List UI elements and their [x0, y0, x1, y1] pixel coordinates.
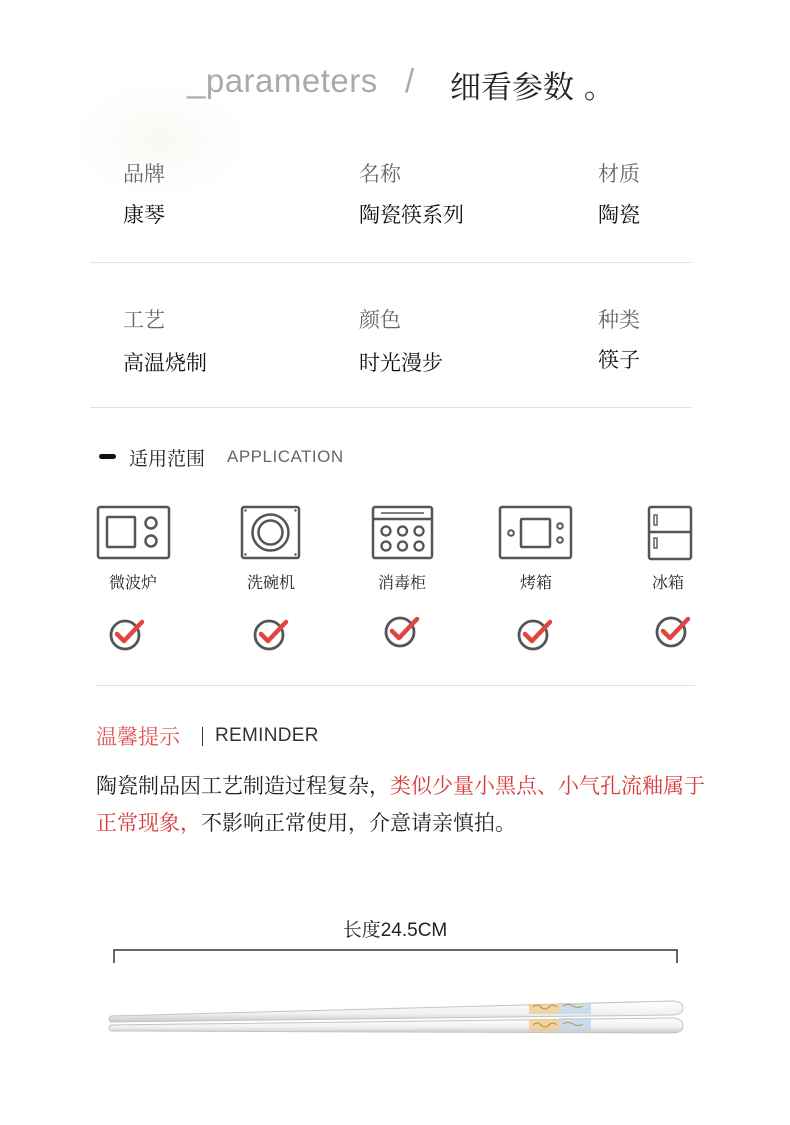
divider — [90, 407, 692, 408]
param-name-label: 名称 — [359, 162, 401, 186]
appliance-label-dishwasher: 洗碗机 — [246, 573, 295, 592]
param-type-value: 筷子 — [598, 348, 640, 372]
check-icon — [252, 616, 292, 652]
reminder-text-highlight: 类似少量小黑点、小气孔流釉属于正常现象， — [96, 774, 705, 835]
header-en: _parameters — [187, 62, 378, 99]
reminder-text-a: 陶瓷制品因工艺制造过程复杂， — [96, 774, 390, 798]
check-icon — [654, 613, 694, 649]
oven-icon — [498, 505, 573, 560]
param-material-label: 材质 — [598, 162, 640, 186]
param-craft-value: 高温烧制 — [123, 351, 207, 375]
check-icon — [516, 616, 556, 652]
reminder-title: 温馨提示 — [96, 725, 180, 749]
reminder-text — [96, 768, 706, 842]
appliance-label-microwave: 微波炉 — [108, 573, 157, 592]
section-dash — [99, 454, 116, 459]
param-brand-value: 康琴 — [123, 203, 165, 227]
reminder-separator — [202, 727, 203, 746]
param-color-value: 时光漫步 — [359, 351, 443, 375]
sterilizer-icon — [371, 505, 434, 560]
length-label: 长度24.5CM — [342, 920, 448, 941]
divider — [90, 262, 692, 263]
param-type-label: 种类 — [598, 308, 640, 332]
param-brand-label: 品牌 — [123, 162, 165, 186]
fridge-icon — [647, 505, 693, 561]
appliance-label-sterilizer: 消毒柜 — [377, 573, 426, 592]
reminder-title-en: REMINDER — [215, 725, 319, 746]
param-color-label: 颜色 — [359, 308, 401, 332]
chopsticks-image — [105, 995, 690, 1037]
reminder-text-b: 不影响正常使用，介意请亲慎拍。 — [201, 811, 516, 835]
appliance-label-oven: 烤箱 — [519, 573, 552, 592]
header-slash: / — [405, 62, 415, 99]
microwave-icon — [96, 505, 171, 560]
divider — [95, 685, 695, 686]
dishwasher-icon — [240, 505, 301, 560]
header-title: 细看参数 。 — [450, 70, 615, 106]
check-icon — [383, 613, 423, 649]
param-craft-label: 工艺 — [123, 308, 165, 332]
application-title: 适用范围 — [129, 448, 206, 470]
param-name-value: 陶瓷筷系列 — [359, 203, 464, 227]
length-bracket — [110, 947, 682, 965]
appliance-label-fridge: 冰箱 — [651, 573, 684, 592]
param-material-value: 陶瓷 — [598, 203, 640, 227]
application-title-en: APPLICATION — [227, 447, 344, 466]
check-icon — [108, 616, 148, 652]
